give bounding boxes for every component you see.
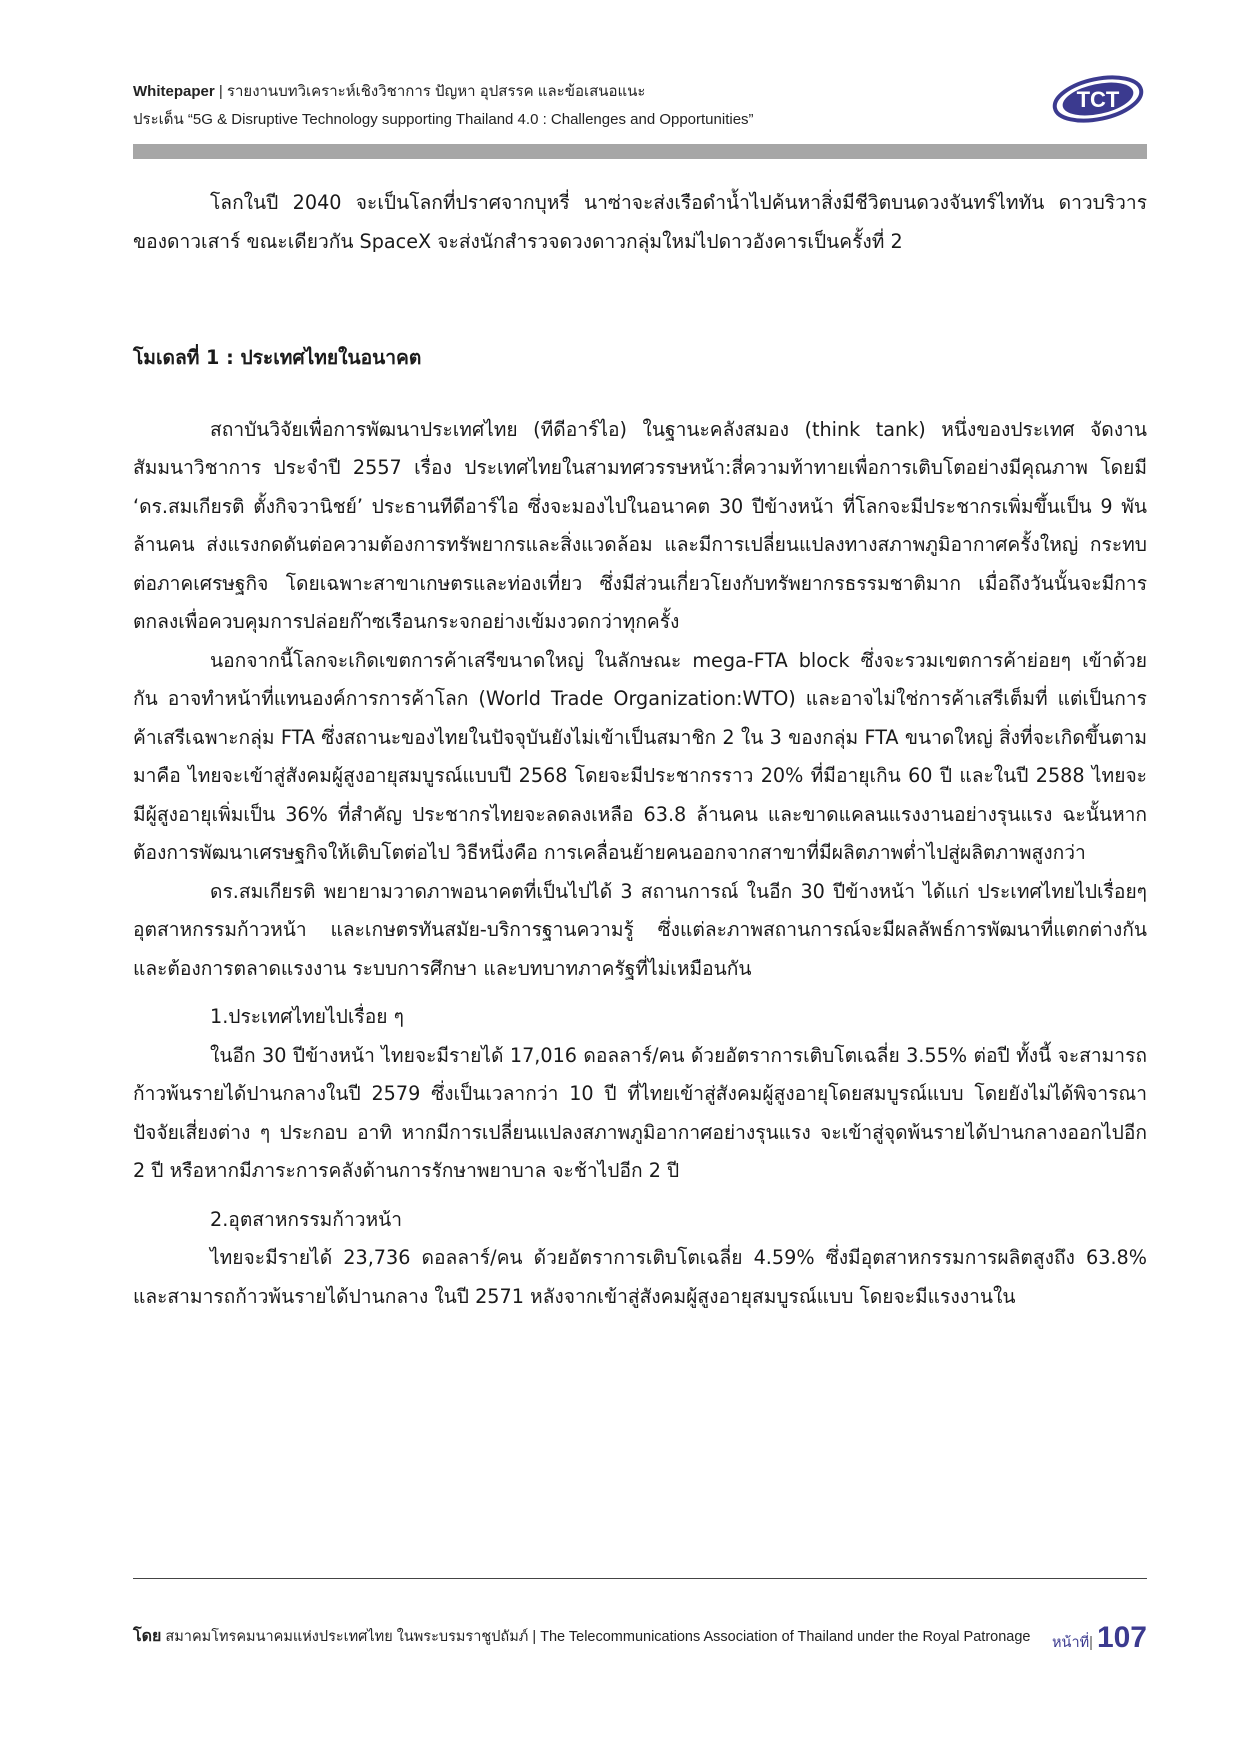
page-header	[133, 78, 1123, 134]
scenario-2-title: 2.อุตสาหกรรมก้าวหน้า	[210, 1207, 403, 1231]
footer-organization: สมาคมโทรคมนาคมแห่งประเทศไทย ในพระบรมราชูปถัมภ์ | The Telecommunications Association of Thailand under the Royal Patronage	[161, 1629, 1031, 1645]
body-paragraph-2: นอกจากนี้โลกจะเกิดเขตการค้าเสรีขนาดใหญ่ ในลักษณะ mega-FTA block ซึ่งจะรวมเขตการค้าย่อยๆ เข้าด้วยกัน อาจทำหน้าที่แทนองค์การการค้าโลก (World Trade Organization:WTO) และอาจไม่ใช่การค้าเสรีเต็มที่ แต่เป็นการค้าเสรีเฉพาะกลุ่ม FTA ซึ่งสถานะของไทยในปัจจุบันยังไม่เข้าเป็นสมาชิก 2 ใน 3 ของกลุ่ม FTA ขนาดใหญ่ สิ่งที่จะเกิดขึ้นตามมาคือ ไทยจะเข้าสู่สังคมผู้สูงอายุสมบูรณ์แบบปี 2568 โดยจะมีประชากรราว 20% ที่มีอายุเกิน 60 ปี และในปี 2588 ไทยจะมีผู้สูงอายุเพิ่มเป็น 36% ที่สำคัญ ประชากรไทยจะลดลงเหลือ 63.8 ล้านคน และขาดแคลนแรงงานอย่างรุนแรง ฉะนั้นหากต้องการพัฒนาเศรษฐกิจให้เติบโตต่อไป วิธีหนึ่งคือ การเคลื่อนย้ายคนออกจากสาขาที่มีผลิตภาพต่ำไปสู่ผลิตภาพสูงกว่า	[133, 648, 1147, 864]
footer-publisher	[133, 1624, 1030, 1649]
page-label: หน้าที่	[1051, 1635, 1090, 1651]
scenario-1-text: ในอีก 30 ปีข้างหน้า ไทยจะมีรายได้ 17,016 ดอลลาร์/คน ด้วยอัตราการเติบโตเฉลี่ย 3.55% ต่อปี ทั้งนี้ จะสามารถก้าวพ้นรายได้ปานกลางในปี 2579 ซึ่งเป็นเวลากว่า 10 ปี ที่ไทยเข้าสู่สังคมผู้สูงอายุโดยสมบูรณ์แบบ โดยยังไม่ได้พิจารณาปัจจัยเสี่ยงต่าง ๆ ประกอบ อาทิ หากมีการเปลี่ยนแปลงสภาพภูมิอากาศอย่างรุนแรง จะเข้าสู่จุดพ้นรายได้ปานกลางออกไปอีก 2 ปี หรือหากมีภาระการคลังด้านการรักษาพยาบาล จะช้าไปอีก 2 ปี	[133, 1043, 1147, 1182]
page-number-block	[1052, 1621, 1147, 1655]
tct-logo-icon	[1048, 72, 1148, 126]
header-title-line	[133, 78, 1123, 106]
document-body	[133, 184, 1147, 1316]
header-whitepaper-label: Whitepaper	[133, 83, 215, 100]
header-topic-line: ประเด็น “5G & Disruptive Technology supporting Thailand 4.0 : Challenges and Opportunities”	[133, 111, 754, 128]
footer-divider	[133, 1578, 1147, 1579]
page-footer	[133, 1615, 1147, 1655]
header-divider-bar	[133, 144, 1147, 159]
logo-text: TCT	[1076, 87, 1120, 112]
footer-by-label: โดย	[133, 1628, 162, 1645]
scenario-1-title: 1.ประเทศไทยไปเรื่อย ๆ	[210, 1005, 404, 1028]
header-report-description: | รายงานบทวิเคราะห์เชิงวิชาการ ปัญหา อุปสรรค และข้อเสนอแนะ	[214, 83, 646, 100]
section-heading: โมเดลที่ 1 : ประเทศไทยในอนาคต	[133, 346, 422, 369]
intro-paragraph: โลกในปี 2040 จะเป็นโลกที่ปราศจากบุหรี่ นาซ่าจะส่งเรือดำน้ำไปค้นหาสิ่งมีชีวิตบนดวงจันทร์ไททัน ดาวบริวารของดาวเสาร์ ขณะเดียวกัน SpaceX จะส่งนักสำรวจดวงดาวกลุ่มใหม่ไปดาวอังคารเป็นครั้งที่ 2	[133, 191, 1147, 253]
scenario-2-text: ไทยจะมีรายได้ 23,736 ดอลลาร์/คน ด้วยอัตราการเติบโตเฉลี่ย 4.59% ซึ่งมีอุตสาหกรรมการผลิตสูงถึง 63.8% และสามารถก้าวพ้นรายได้ปานกลาง ในปี 2571 หลังจากเข้าสู่สังคมผู้สูงอายุสมบูรณ์แบบ โดยจะมีแรงงานใน	[133, 1246, 1147, 1308]
page-number: 107	[1096, 1621, 1147, 1654]
page-separator: |	[1089, 1635, 1093, 1651]
body-paragraph-1: สถาบันวิจัยเพื่อการพัฒนาประเทศไทย (ทีดีอาร์ไอ) ในฐานะคลังสมอง (think tank) หนึ่งของประเทศ จัดงานสัมมนาวิชาการ ประจำปี 2557 เรื่อง ประเทศไทยในสามทศวรรษหน้า:สี่ความท้าทายเพื่อการเติบโตอย่างมีคุณภาพ โดยมี ‘ดร.สมเกียรติ ตั้งกิจวานิชย์’ ประธานทีดีอาร์ไอ ซึ่งจะมองไปในอนาคต 30 ปีข้างหน้า ที่โลกจะมีประชากรเพิ่มขึ้นเป็น 9 พันล้านคน ส่งแรงกดดันต่อความต้องการทรัพยากรและสิ่งแวดล้อม และมีการเปลี่ยนแปลงทางสภาพภูมิอากาศครั้งใหญ่ กระทบต่อภาคเศรษฐกิจ โดยเฉพาะสาขาเกษตรและท่องเที่ยว ซึ่งมีส่วนเกี่ยวโยงกับทรัพยากรธรรมชาติมาก เมื่อถึงวันนั้นจะมีการตกลงเพื่อควบคุมการปล่อยก๊าซเรือนกระจกอย่างเข้มงวดกว่าทุกครั้ง	[133, 417, 1147, 633]
body-paragraph-3: ดร.สมเกียรติ พยายามวาดภาพอนาคตที่เป็นไปได้ 3 สถานการณ์ ในอีก 30 ปีข้างหน้า ได้แก่ ประเทศไทยไปเรื่อยๆ อุตสาหกรรมก้าวหน้า และเกษตรทันสมัย-บริการฐานความรู้ ซึ่งแต่ละภาพสถานการณ์จะมีผลลัพธ์การพัฒนาที่แตกต่างกัน และต้องการตลาดแรงงาน ระบบการศึกษา และบทบาทภาครัฐที่ไม่เหมือนกัน	[133, 879, 1147, 980]
